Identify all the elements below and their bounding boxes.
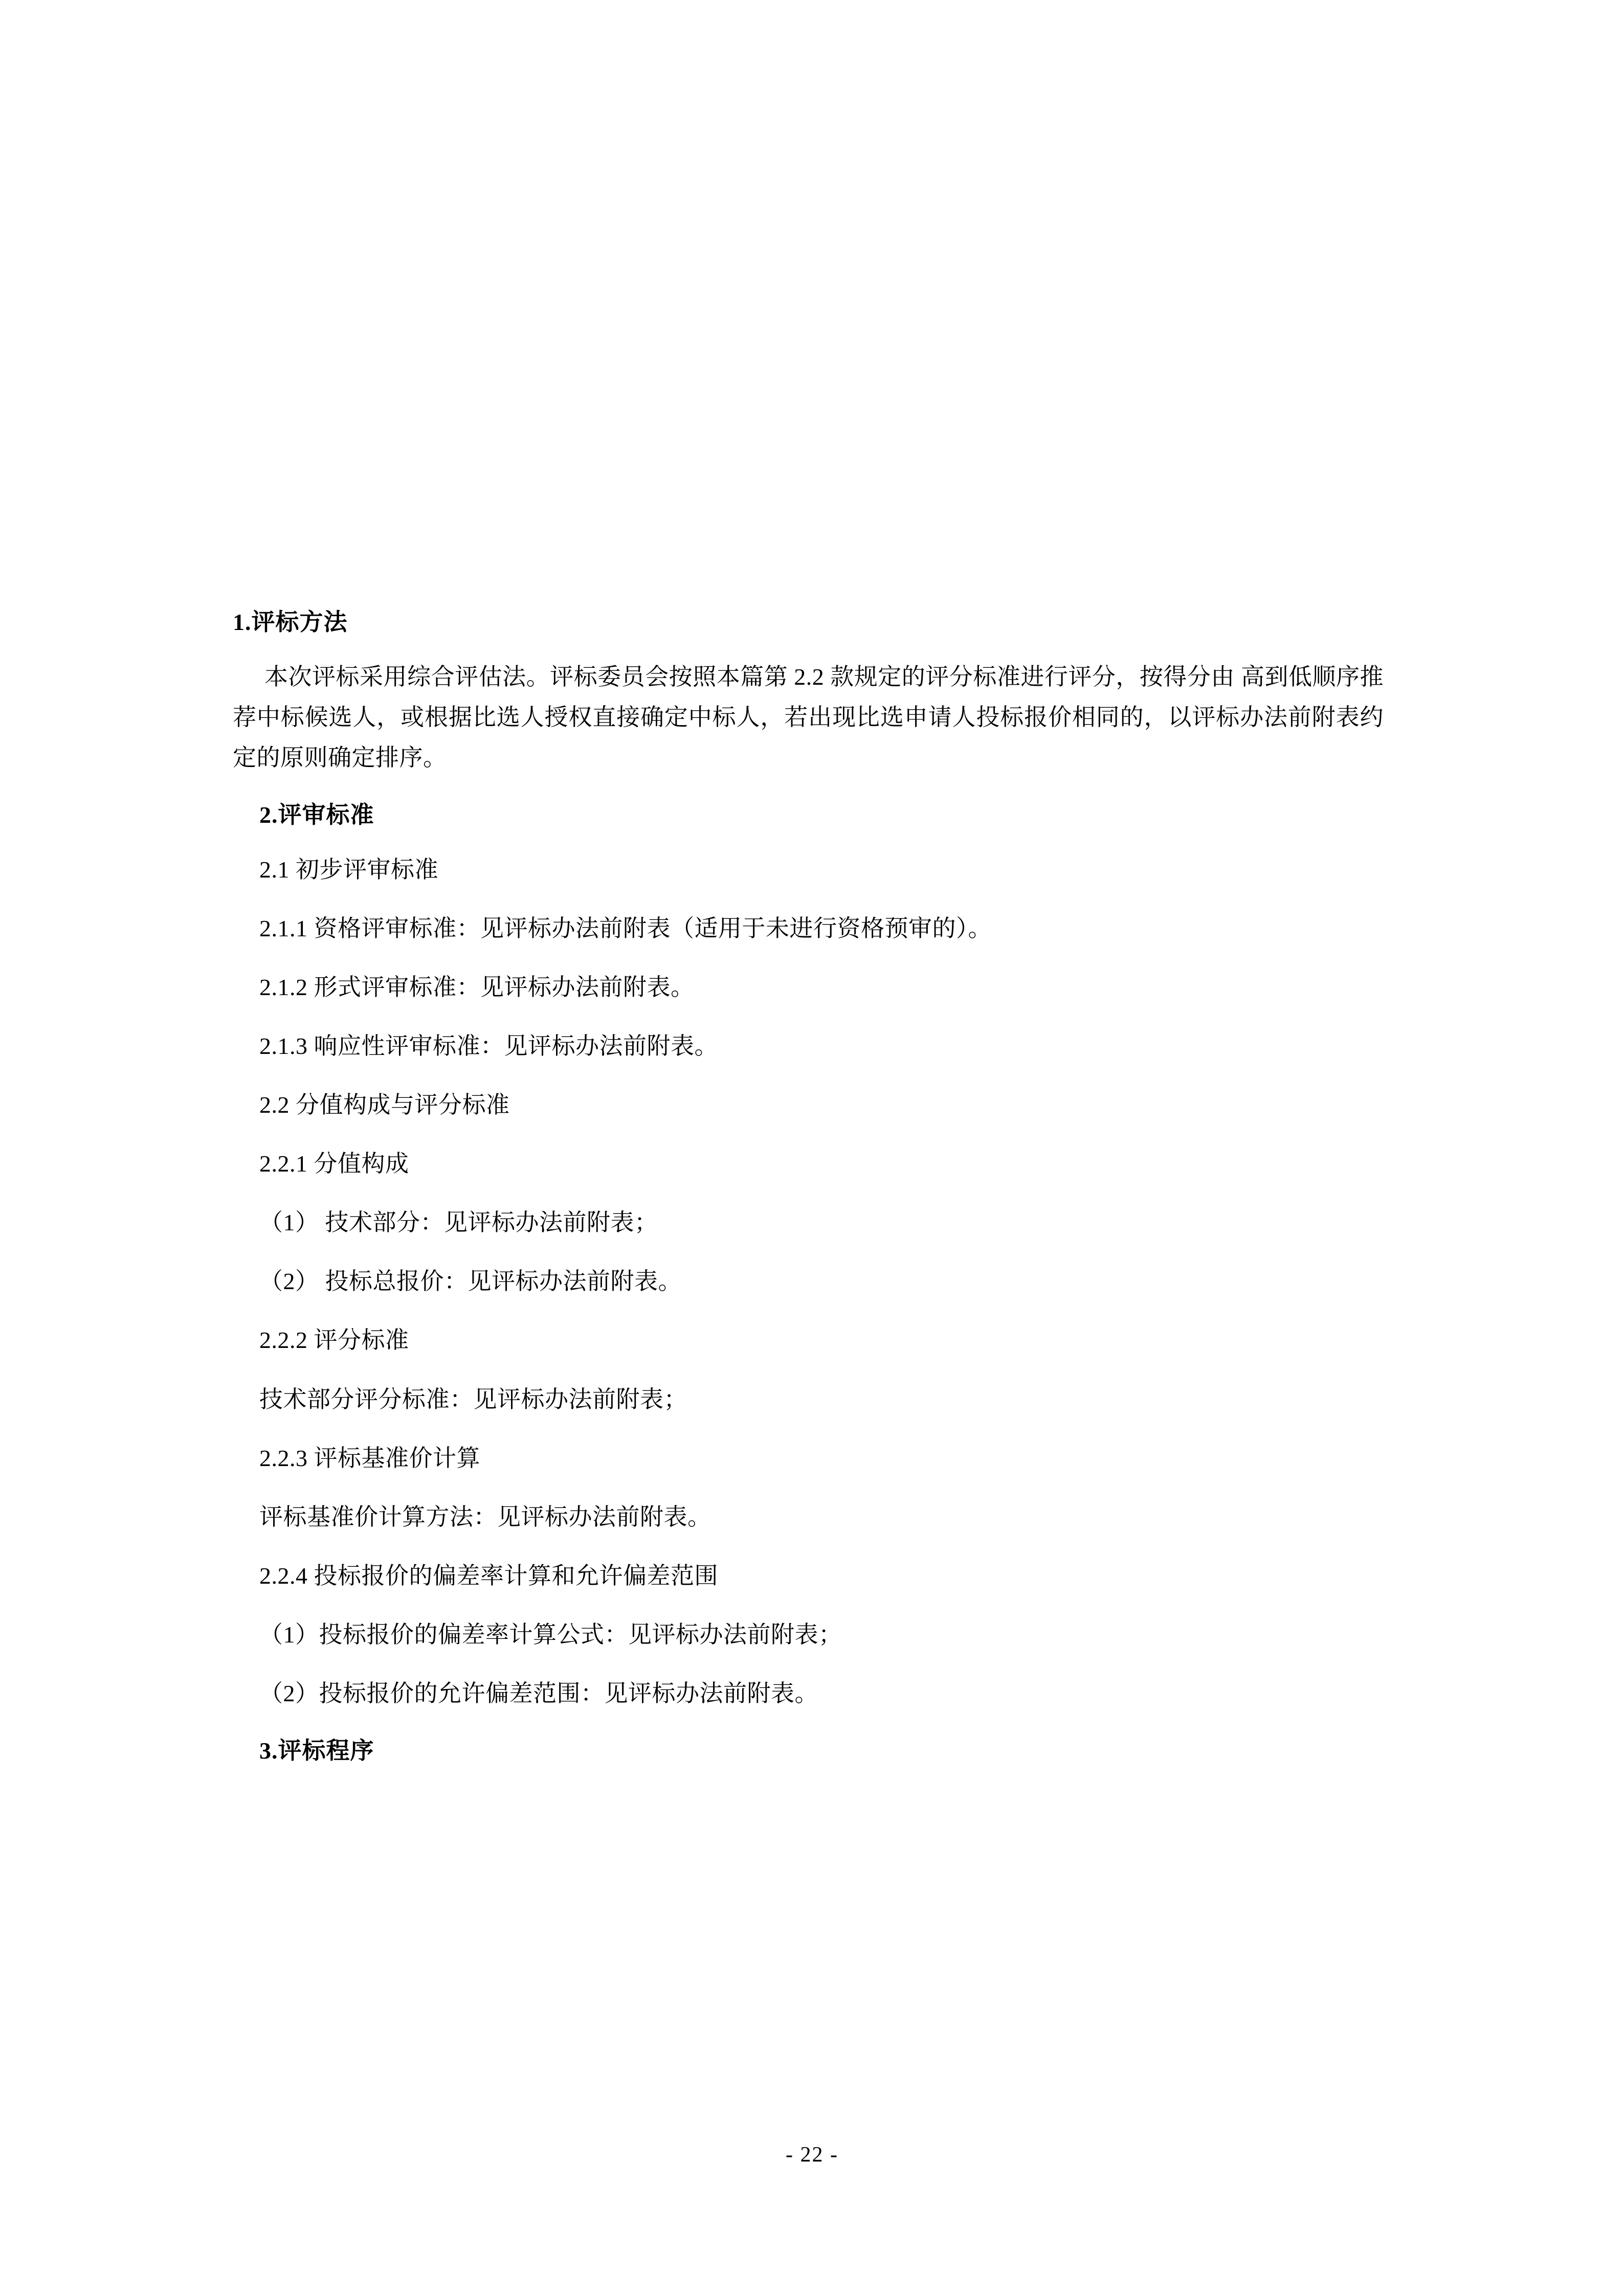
paragraph-2-2-1-item-1: （1） 技术部分：见评标办法前附表； (259, 1209, 658, 1236)
document-body (233, 603, 1384, 1785)
section-heading-evaluation-method: 1.评标方法 (233, 609, 348, 635)
paragraph-2-1-2: 2.1.2 形式评审标准：见评标办法前附表。 (259, 974, 695, 1000)
paragraph-2-2-3-detail: 评标基准价计算方法：见评标办法前附表。 (259, 1503, 711, 1530)
paragraph-2-2-3: 2.2.3 评标基准价计算 (259, 1445, 480, 1471)
paragraph-2-1-3: 2.1.3 响应性评审标准：见评标办法前附表。 (259, 1032, 718, 1059)
page-footer-number: - 22 - (786, 2143, 838, 2167)
paragraph-2-2-2: 2.2.2 评分标准 (259, 1327, 409, 1354)
paragraph-2-2-1: 2.2.1 分值构成 (259, 1151, 409, 1177)
paragraph-2-1: 2.1 初步评审标准 (259, 856, 438, 883)
paragraph-2-2-4-item-1: （1）投标报价的偏差率计算公式：见评标办法前附表； (259, 1621, 842, 1648)
paragraph-2-2-1-item-2: （2） 投标总报价：见评标办法前附表。 (259, 1268, 682, 1295)
paragraph-evaluation-method-intro: 本次评标采用综合评估法。评标委员会按照本篇第 2.2 款规定的评分标准进行评分，按得分由 高到低顺序推荐中标候选人，或根据比选人授权直接确定中标人，若出现比选申请人投标报价相同的，以评标办法前附表约定的原则确定排序。 (233, 663, 1384, 771)
paragraph-2-1-1: 2.1.1 资格评审标准：见评标办法前附表（适用于未进行资格预审的）。 (259, 915, 992, 941)
paragraph-2-2-4: 2.2.4 投标报价的偏差率计算和允许偏差范围 (259, 1562, 718, 1589)
paragraph-2-2-2-detail: 技术部分评分标准：见评标办法前附表； (259, 1386, 687, 1412)
section-heading-evaluation-procedure: 3.评标程序 (259, 1738, 374, 1764)
paragraph-2-2: 2.2 分值构成与评分标准 (259, 1091, 510, 1118)
section-heading-review-criteria: 2.评审标准 (259, 801, 374, 828)
paragraph-2-2-4-item-2: （2）投标报价的允许偏差范围：见评标办法前附表。 (259, 1680, 818, 1707)
